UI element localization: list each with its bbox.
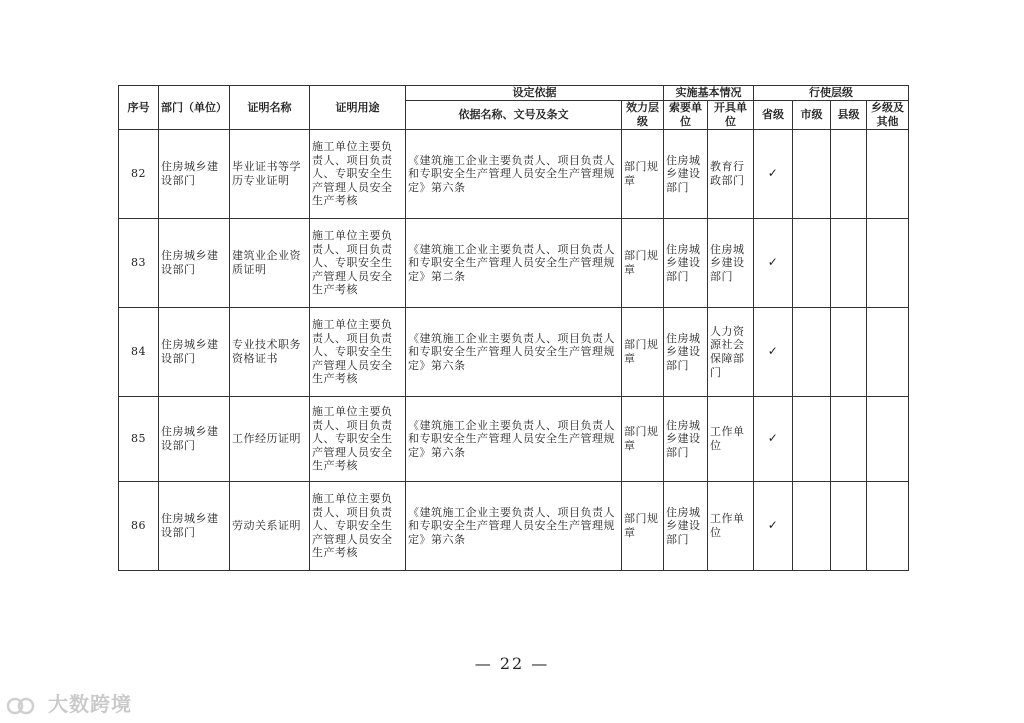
check-mark: ✓ — [754, 219, 793, 308]
cell-cert-use: 施工单位主要负责人、项目负责人、专职安全生产管理人员安全生产考核 — [310, 219, 406, 308]
header-county: 县级 — [831, 101, 867, 130]
cell-city — [793, 482, 831, 571]
header-cert-name: 证明名称 — [230, 86, 310, 130]
header-group-impl: 实施基本情况 — [664, 86, 754, 101]
table-row — [119, 130, 909, 219]
cell-county — [831, 130, 867, 219]
watermark — [6, 688, 132, 717]
cell-cert-name: 建筑业企业资质证明 — [230, 219, 310, 308]
header-cert-use: 证明用途 — [310, 86, 406, 130]
header-issue-unit: 开具单位 — [708, 101, 754, 130]
cell-effect: 部门规章 — [622, 482, 664, 571]
cell-county — [831, 308, 867, 397]
header-basis-name: 依据名称、文号及条文 — [406, 101, 622, 130]
cell-town — [867, 308, 909, 397]
check-mark: ✓ — [754, 397, 793, 482]
cell-request: 住房城乡建设部门 — [664, 219, 708, 308]
cell-request: 住房城乡建设部门 — [664, 308, 708, 397]
table-row — [119, 397, 909, 482]
cell-dept: 住房城乡建设部门 — [159, 219, 230, 308]
cell-dept: 住房城乡建设部门 — [159, 397, 230, 482]
table-row — [119, 219, 909, 308]
cell-seq: 83 — [119, 219, 159, 308]
check-mark: ✓ — [754, 482, 793, 571]
certificate-table — [118, 85, 909, 571]
cell-issue: 教育行政部门 — [708, 130, 754, 219]
cell-request: 住房城乡建设部门 — [664, 397, 708, 482]
cell-cert-name: 劳动关系证明 — [230, 482, 310, 571]
header-row-top — [119, 86, 909, 101]
cell-county — [831, 219, 867, 308]
cell-seq: 82 — [119, 130, 159, 219]
cell-effect: 部门规章 — [622, 308, 664, 397]
cell-cert-use: 施工单位主要负责人、项目负责人、专职安全生产管理人员安全生产考核 — [310, 130, 406, 219]
cell-basis: 《建筑施工企业主要负责人、项目负责人和专职安全生产管理人员安全生产管理规定》第六条 — [406, 482, 622, 571]
check-mark: ✓ — [754, 130, 793, 219]
cell-basis: 《建筑施工企业主要负责人、项目负责人和专职安全生产管理人员安全生产管理规定》第二条 — [406, 219, 622, 308]
cell-city — [793, 130, 831, 219]
header-group-basis: 设定依据 — [406, 86, 664, 101]
cell-town — [867, 219, 909, 308]
cell-cert-name: 工作经历证明 — [230, 397, 310, 482]
cell-seq: 86 — [119, 482, 159, 571]
cell-county — [831, 482, 867, 571]
cell-city — [793, 219, 831, 308]
cell-cert-use: 施工单位主要负责人、项目负责人、专职安全生产管理人员安全生产考核 — [310, 482, 406, 571]
cell-town — [867, 482, 909, 571]
table-row — [119, 482, 909, 571]
cell-dept: 住房城乡建设部门 — [159, 482, 230, 571]
table-row — [119, 308, 909, 397]
header-request-unit: 索要单位 — [664, 101, 708, 130]
cell-issue: 工作单位 — [708, 397, 754, 482]
cell-county — [831, 397, 867, 482]
cell-town — [867, 130, 909, 219]
cell-cert-name: 毕业证书等学历专业证明 — [230, 130, 310, 219]
cell-cert-name: 专业技术职务资格证书 — [230, 308, 310, 397]
cell-basis: 《建筑施工企业主要负责人、项目负责人和专职安全生产管理人员安全生产管理规定》第六条 — [406, 130, 622, 219]
cell-seq: 84 — [119, 308, 159, 397]
header-town: 乡级及其他 — [867, 101, 909, 130]
cell-issue: 人力资源社会保障部门 — [708, 308, 754, 397]
document-table-container — [118, 85, 909, 571]
header-group-level: 行使层级 — [754, 86, 909, 101]
cell-issue: 工作单位 — [708, 482, 754, 571]
header-seq: 序号 — [119, 86, 159, 130]
cell-cert-use: 施工单位主要负责人、项目负责人、专职安全生产管理人员安全生产考核 — [310, 397, 406, 482]
cell-cert-use: 施工单位主要负责人、项目负责人、专职安全生产管理人员安全生产考核 — [310, 308, 406, 397]
cell-issue: 住房城乡建设部门 — [708, 219, 754, 308]
cell-effect: 部门规章 — [622, 397, 664, 482]
cell-basis: 《建筑施工企业主要负责人、项目负责人和专职安全生产管理人员安全生产管理规定》第六条 — [406, 308, 622, 397]
check-mark: ✓ — [754, 308, 793, 397]
header-province: 省级 — [754, 101, 793, 130]
cell-request: 住房城乡建设部门 — [664, 482, 708, 571]
page-number: — 22 — — [474, 654, 550, 673]
cell-effect: 部门规章 — [622, 219, 664, 308]
watermark-logo-icon — [6, 695, 36, 717]
header-effect-level: 效力层级 — [622, 101, 664, 130]
watermark-text: 大数跨境 — [47, 692, 132, 716]
cell-town — [867, 397, 909, 482]
header-city: 市级 — [793, 101, 831, 130]
cell-effect: 部门规章 — [622, 130, 664, 219]
cell-request: 住房城乡建设部门 — [664, 130, 708, 219]
cell-city — [793, 308, 831, 397]
cell-dept: 住房城乡建设部门 — [159, 130, 230, 219]
cell-city — [793, 397, 831, 482]
cell-seq: 85 — [119, 397, 159, 482]
header-dept: 部门（单位） — [159, 86, 230, 130]
cell-basis: 《建筑施工企业主要负责人、项目负责人和专职安全生产管理人员安全生产管理规定》第六条 — [406, 397, 622, 482]
cell-dept: 住房城乡建设部门 — [159, 308, 230, 397]
